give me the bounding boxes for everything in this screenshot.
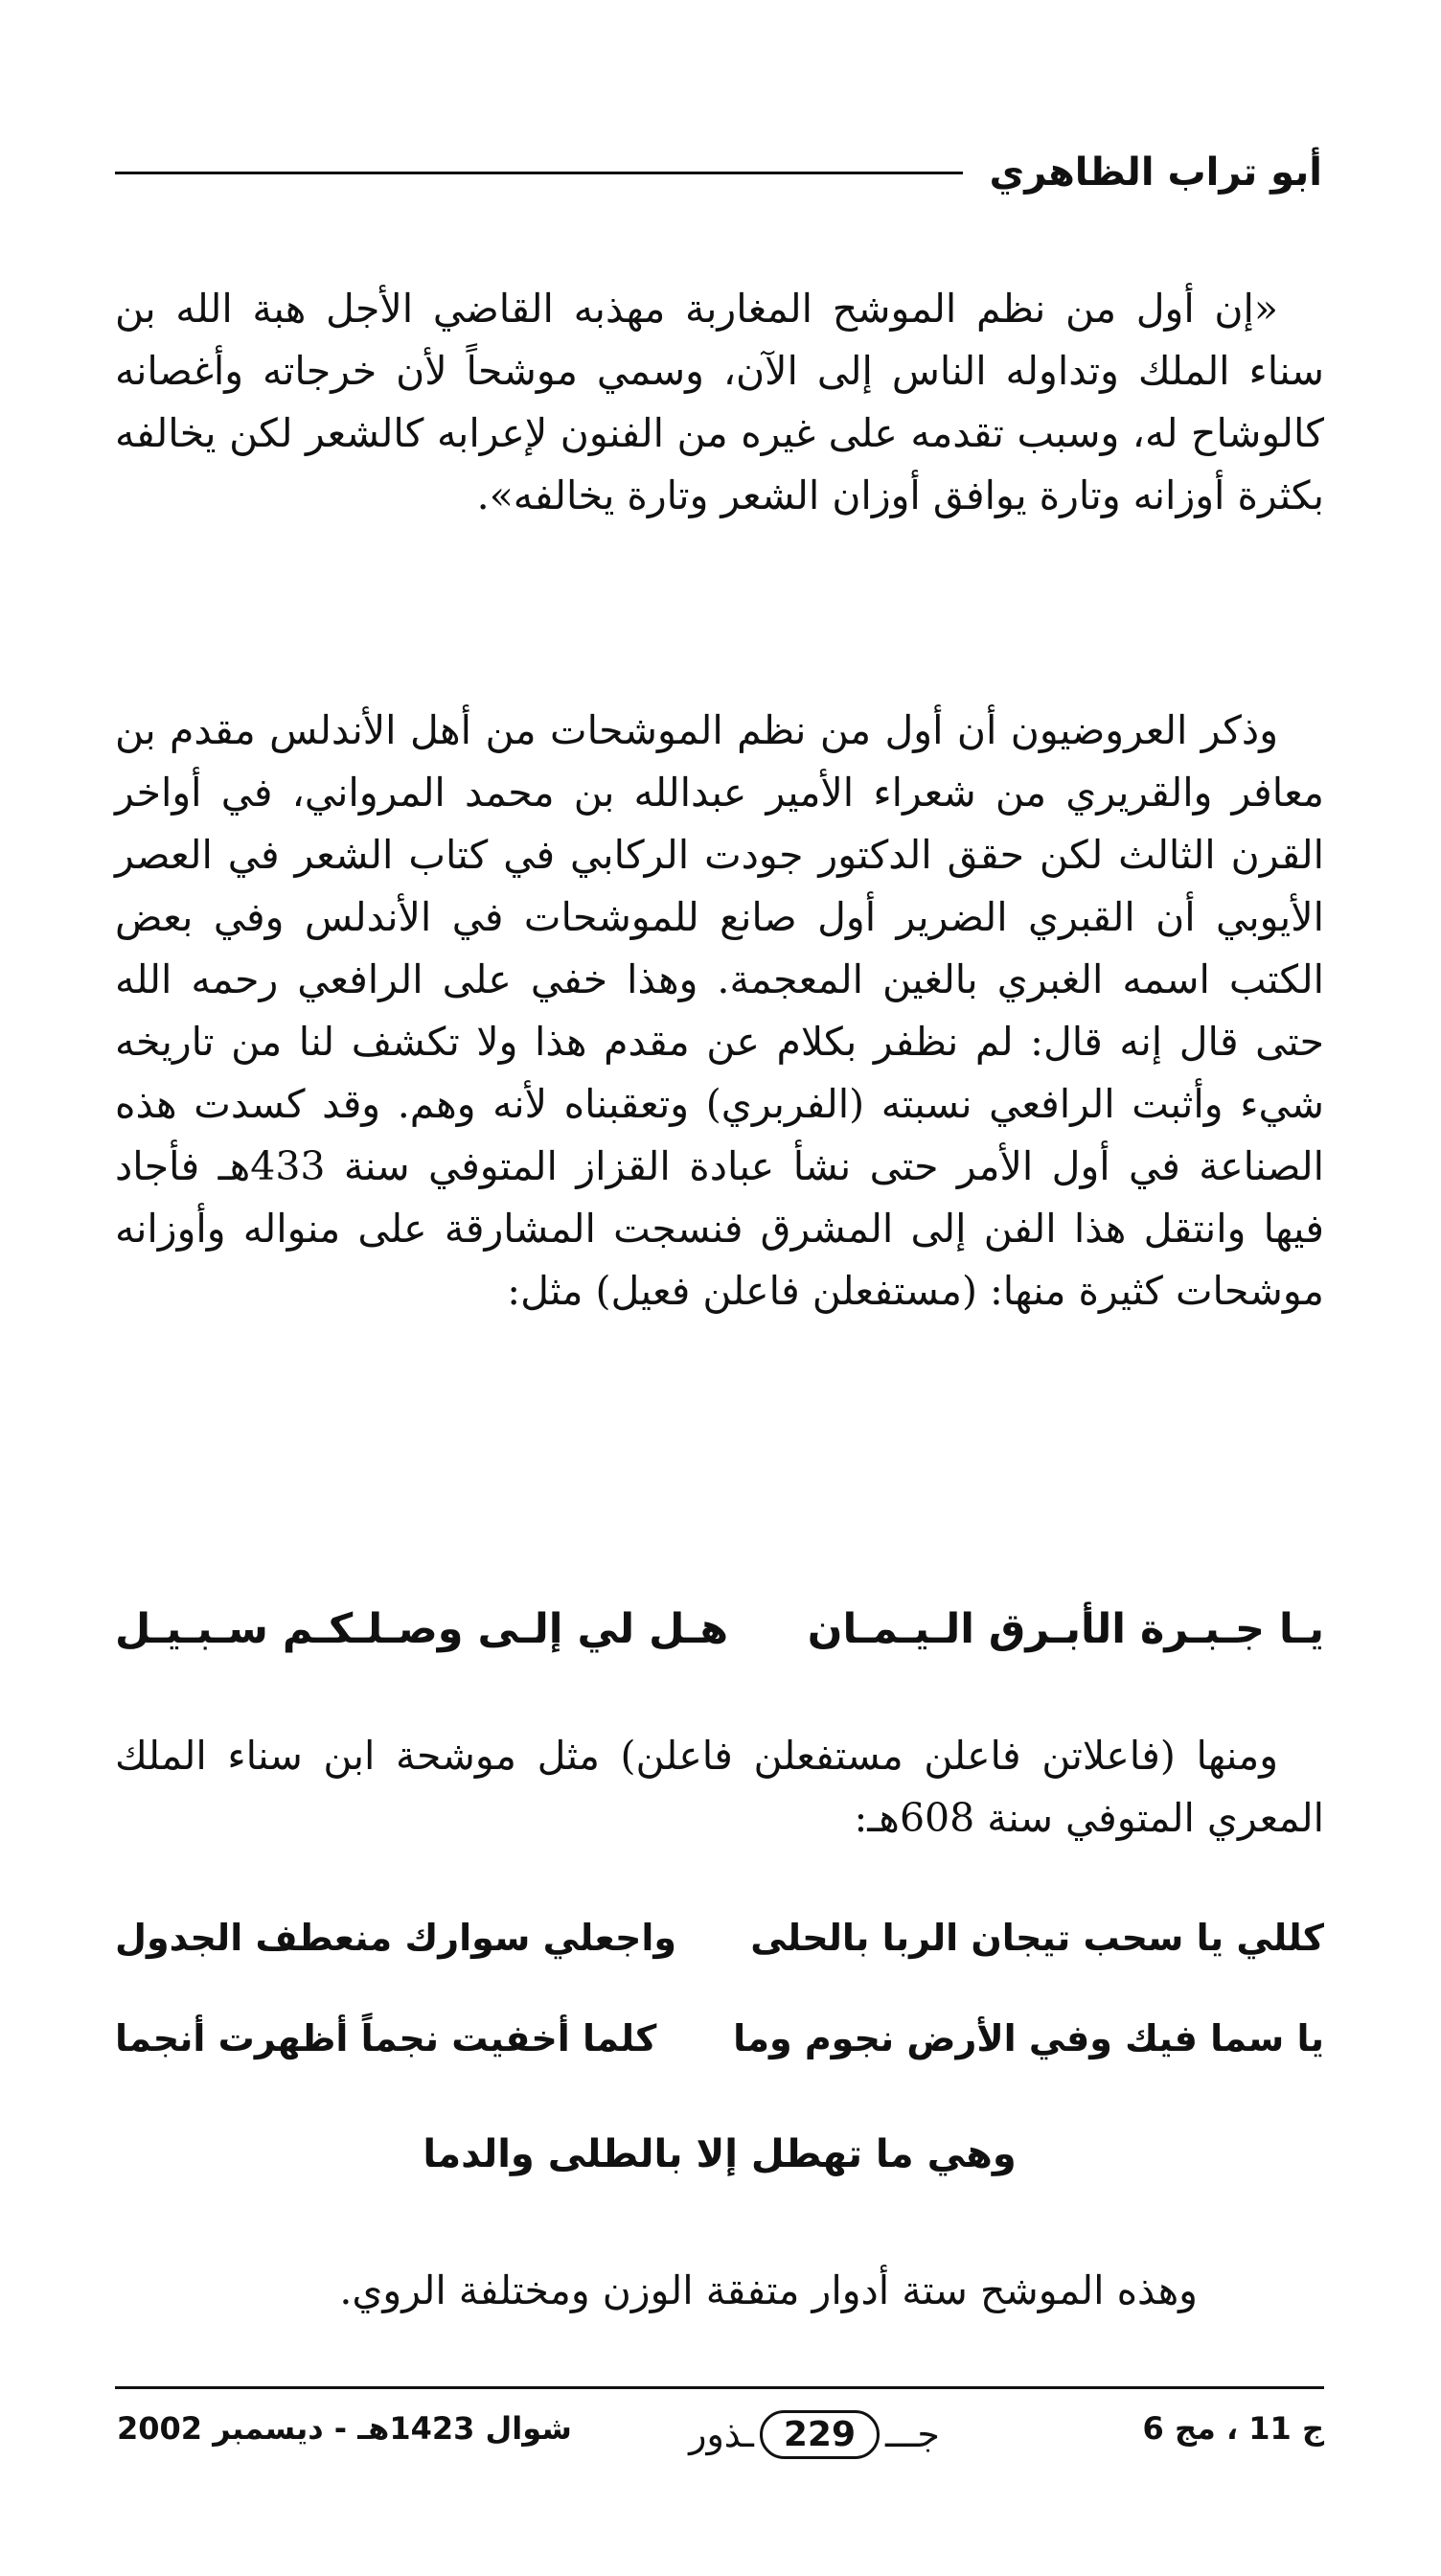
journal-name-prefix: جـــ (885, 2413, 940, 2455)
verse-3-first-hemistich: يا سما فيك وفي الأرض نجوم وما (733, 2017, 1324, 2059)
verse-2-second-hemistich: واجعلي سوارك منعطف الجدول (115, 1917, 677, 1959)
paragraph-note: وهذه الموشح ستة أدوار متفقة الوزن ومختلفة الروي. (339, 2267, 1198, 2313)
verse-1-first-hemistich: يـا جـبـرة الأبـرق الـيـمـان (807, 1605, 1324, 1653)
journal-page-badge (642, 2401, 987, 2468)
verse-line-4: وهي ما تهطل إلا بالطلى والدما (423, 2132, 1017, 2176)
footer-rule (115, 2386, 1324, 2389)
paragraph-quote: «إن أول من نظم الموشح المغاربة مهذبه القاضي الأجل هبة الله بن سناء الملك وتداوله الناس إلى الآن، وسمي موشحاً لأن خرجاته وأغصانه كالوشاح له، وسبب تقدمه على غيره من الفنون لإعرابه كالشعر لكن يخالفه بكثرة أوزانه وتارة يوافق أوزان الشعر وتارة يخالفه». (115, 286, 1324, 518)
verse-1-second-hemistich: هـل لي إلـى وصـلـكـم سـبـيـل (115, 1605, 729, 1653)
verse-line-2 (115, 1917, 1324, 1959)
verse-3-second-hemistich: كلما أخفيت نجماً أظهرت أنجما (115, 2017, 657, 2059)
verse-line-3 (115, 2017, 1324, 2059)
footer-date: شوال 1423هـ - ديسمبر 2002 (117, 2410, 572, 2447)
page-header (115, 144, 1322, 201)
paragraph-example: ومنها (فاعلاتن فاعلن مستفعلن فاعلن) مثل موشحة ابن سناء الملك المعري المتوفي سنة 608هـ: (115, 1733, 1324, 1841)
footer-issue: ج 11 ، مج 6 (1142, 2410, 1324, 2447)
paragraph-history: وذكر العروضيون أن أول من نظم الموشحات من أهل الأندلس مقدم بن معافر والقريري من شعراء الأمير عبدالله بن محمد المرواني، في أواخر القرن الثالث لكن حقق الدكتور جودت الركابي في كتاب الشعر في العصر الأيوبي أن القبري الضرير أول صانع للموشحات في الأندلس وفي بعض الكتب اسمه الغبري بالغين المعجمة. وهذا خفي على الرافعي رحمه الله حتى قال إنه قال: لم نظفر بكلام عن مقدم هذا ولا تكشف لنا من تاريخه شيء وأثبت الرافعي نسبته (الفربري) وتعقبناه لأنه وهم. وقد كسدت هذه الصناعة في أول الأمر حتى نشأ عبادة القزاز المتوفي سنة 433هـ فأجاد فيها وانتقل هذا الفن إلى المشرق فنسجت المشارقة على منواله وأوزانه موشحات كثيرة منها: (مستفعلن فاعلن فعيل) مثل: (115, 707, 1324, 1314)
verse-line-1 (115, 1605, 1324, 1653)
header-author: أبو تراب الظاهري (989, 150, 1322, 195)
header-rule (115, 172, 963, 174)
verse-2-first-hemistich: كللي يا سحب تيجان الربا بالحلى (750, 1917, 1324, 1959)
page-number: 229 (760, 2410, 880, 2459)
journal-name-suffix: ـذور (689, 2413, 754, 2455)
